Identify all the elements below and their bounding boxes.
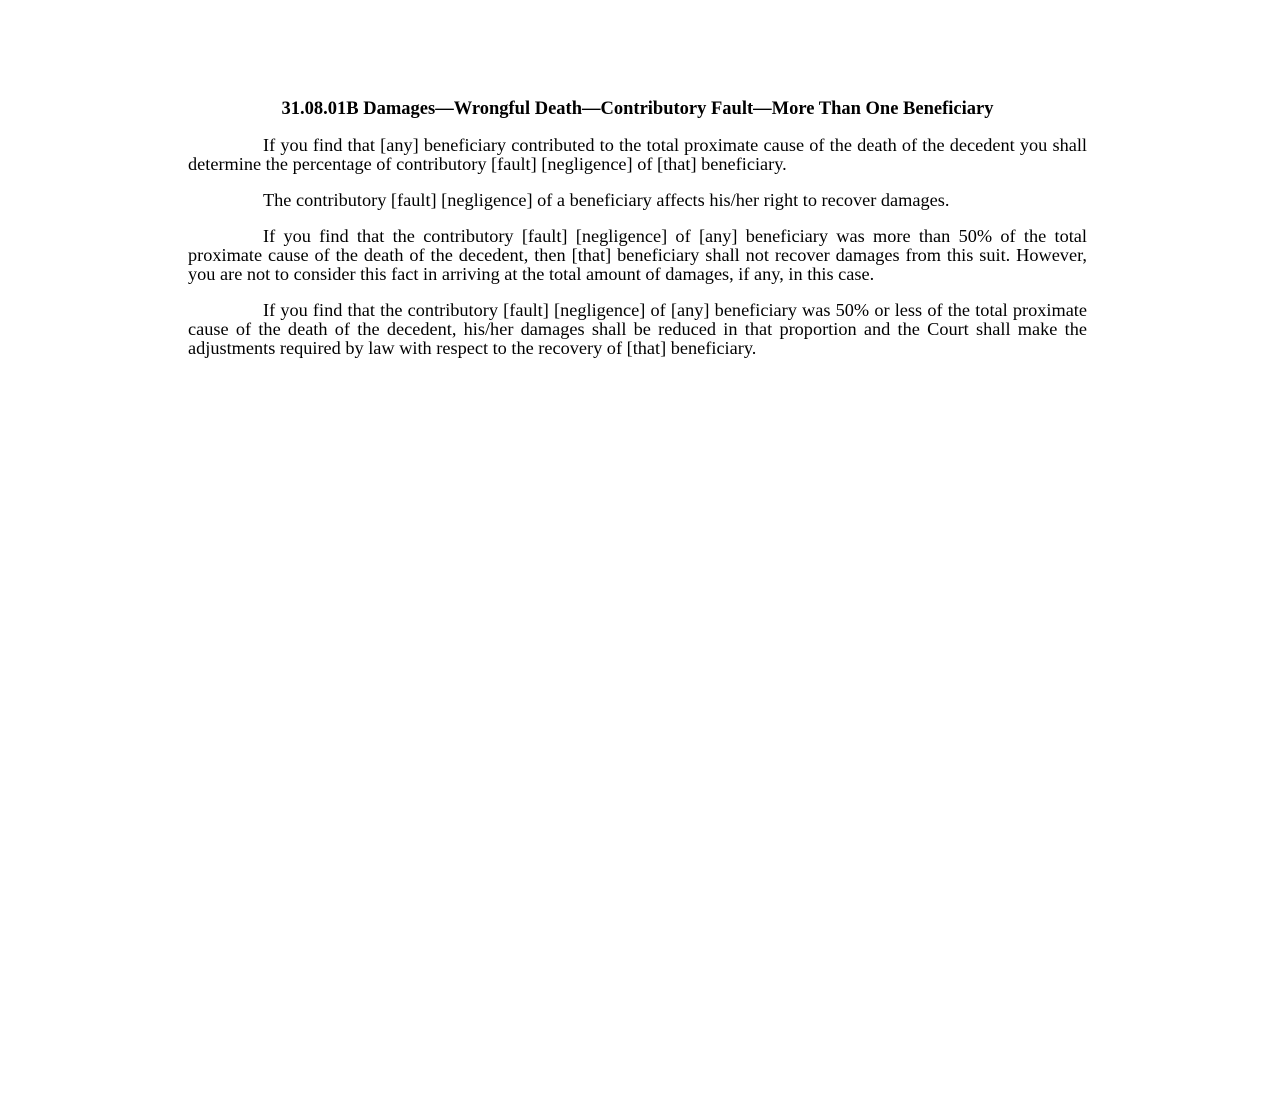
paragraph-right-to-recover: The contributory [fault] [negligence] of a beneficiary affects his/her right to recover damages. [263,190,950,210]
document-page [188,100,1087,375]
paragraph-contribution: If you find that [any] beneficiary contributed to the total proximate cause of the death of the decedent you shall determine the percentage of contributory [fault] [negligence] of [that] beneficiary. [188,135,1087,174]
paragraph-more-than-50: If you find that the contributory [fault] [negligence] of [any] beneficiary was more than 50% of the total proximate cause of the death of the decedent, then [that] beneficiary shall not recover damages from this suit. However, you are not to consider this fact in arriving at the total amount of damages, if any, in this case. [188,226,1087,284]
document-title: 31.08.01B Damages—Wrongful Death—Contributory Fault—More Than One Beneficiary [281,99,994,119]
paragraph-50-or-less: If you find that the contributory [fault] [negligence] of [any] beneficiary was 50% or less of the total proximate cause of the death of the decedent, his/her damages shall be reduced in that proportion and the Court shall make the adjustments required by law with respect to the recovery of [that] beneficiary. [188,300,1087,358]
